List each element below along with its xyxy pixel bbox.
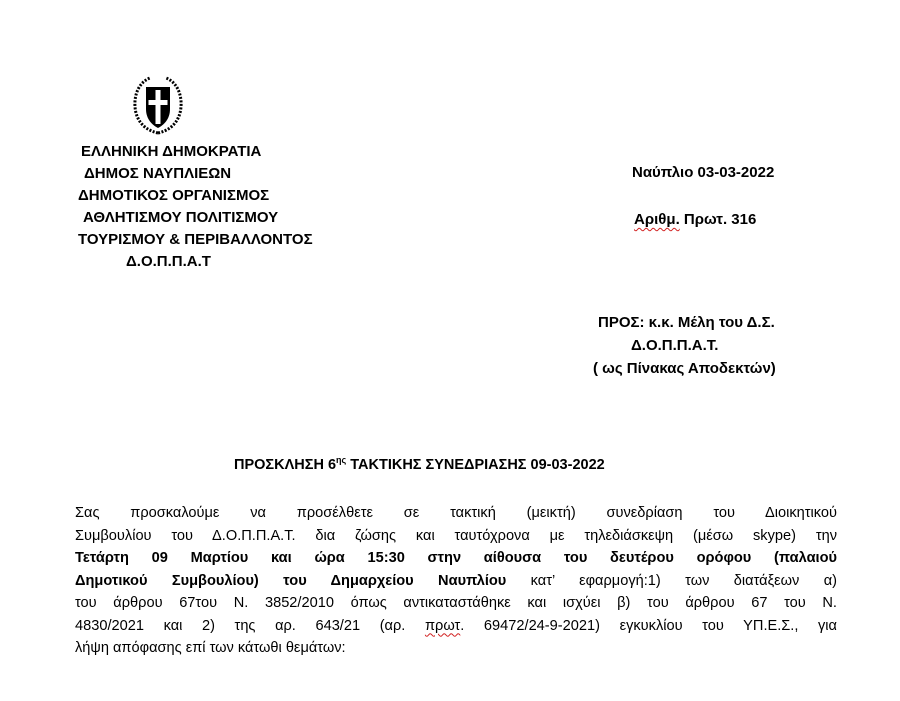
meeting-datetime-bold: Τετάρτη 09 Μαρτίου και ώρα 15:30 στην αίθουσα του δευτέρου ορόφου (παλαιού <box>75 550 837 566</box>
recipients-block <box>593 311 776 380</box>
body-text-span: . 69472/24-9-2021) εγκυκλίου του ΥΠ.Ε.Σ., για <box>460 617 837 634</box>
protocol-label: Αριθμ. <box>634 211 680 228</box>
body-line <box>75 570 837 593</box>
org-line-organization: ΔΗΜΟΤΙΚΟΣ ΟΡΓΑΝΙΣΜΟΣ <box>78 187 270 204</box>
recipients-line-note: ( ως Πίνακας Αποδεκτών) <box>593 360 776 377</box>
spellcheck-word: πρωτ <box>424 617 461 634</box>
body-text-span: κατ’ εφαρμογή:1) των διατάξεων α) <box>506 572 838 589</box>
body-line-bold <box>75 547 837 570</box>
body-text-span: 4830/2021 και 2) της αρ. 643/21 (αρ. <box>75 617 425 634</box>
body-line <box>75 615 837 638</box>
protocol-value: Πρωτ. 316 <box>679 211 757 228</box>
document-title <box>234 455 605 473</box>
title-main: ΠΡΟΣΚΛΗΣΗ 6 <box>234 457 337 473</box>
recipients-line-org: Δ.Ο.Π.Π.Α.Τ. <box>631 337 719 354</box>
place-date: Ναύπλιο 03-03-2022 <box>632 164 775 181</box>
recipients-line-to: ΠΡΟΣ: κ.κ. Μέλη του Δ.Σ. <box>598 314 775 331</box>
protocol-number <box>634 211 756 228</box>
title-ordinal-suffix: ης <box>336 455 347 465</box>
body-line: του άρθρου 67του Ν. 3852/2010 όπως αντικαταστάθηκε και ισχύει β) του άρθρου 67 του Ν. <box>75 595 837 611</box>
organization-header <box>78 141 313 273</box>
org-line-tourism-environment: ΤΟΥΡΙΣΜΟΥ & ΠΕΡΙΒΑΛΛΟΝΤΟΣ <box>78 231 313 248</box>
title-rest: ΤΑΚΤΙΚΗΣ ΣΥΝΕΔΡΙΑΣΗΣ 09-03-2022 <box>346 457 605 473</box>
org-line-country: ΕΛΛΗΝΙΚΗ ΔΗΜΟΚΡΑΤΙΑ <box>81 143 262 160</box>
org-line-municipality: ΔΗΜΟΣ ΝΑΥΠΛΙΕΩΝ <box>84 165 232 182</box>
body-line-last: λήψη απόφασης επί των κάτωθι θεμάτων: <box>75 640 346 656</box>
meeting-venue-bold: Δημοτικού Συμβουλίου) του Δημαρχείου Ναυπλίου <box>75 572 507 589</box>
body-line: Σας προσκαλούμε να προσέλθετε σε τακτική (μεικτή) συνεδρίαση του Διοικητικού <box>75 505 837 521</box>
coat-of-arms-icon <box>130 75 186 135</box>
body-line: Συμβουλίου του Δ.Ο.Π.Π.Α.Τ. δια ζώσης και ταυτόχρονα με τηλεδιάσκεψη (μέσω skype) την <box>75 527 837 544</box>
org-line-sports-culture: ΑΘΛΗΤΙΣΜΟΥ ΠΟΛΙΤΙΣΜΟΥ <box>83 209 279 226</box>
invitation-body <box>75 502 837 660</box>
org-line-acronym: Δ.Ο.Π.Π.Α.Τ <box>126 253 211 270</box>
